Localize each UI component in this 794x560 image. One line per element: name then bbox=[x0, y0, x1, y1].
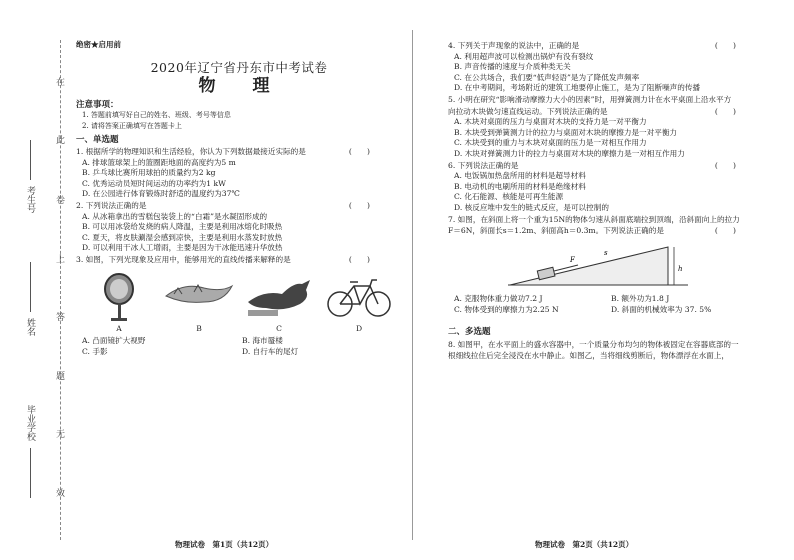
option: D. 可以利用干冰人工增雨，主要是因为干冰能迅速升华放热 bbox=[82, 243, 283, 253]
option: C. 手影 bbox=[82, 346, 108, 356]
option: A. 木块对桌面的压力与桌面对木块的支持力是一对平衡力 bbox=[454, 117, 647, 127]
binding-margin bbox=[0, 0, 70, 560]
subject-title: 物 理 bbox=[198, 76, 280, 97]
question-5-stem: 5. 小明在研究“影响滑动摩擦力大小的因素”时，用弹簧测力计在水平桌面上沿水平方 bbox=[448, 94, 732, 104]
option: A. 排球篮球架上的篮圈距地面的高度约为5 m bbox=[82, 157, 236, 167]
binding-char: 在 bbox=[56, 78, 66, 88]
question-stem: 6. 下列说法正确的是 bbox=[448, 160, 519, 170]
question-8-stem: 8. 如图甲，在水平面上的盛水容器中，一个质量分布均匀的物体被固定在容器底部的一 bbox=[448, 340, 739, 350]
option: B. 额外功为1.8 J bbox=[611, 294, 670, 304]
image-label: D bbox=[355, 323, 363, 333]
field-line bbox=[30, 262, 31, 312]
notice-item: 1. 答题前填写好自己的姓名、班级、考号等信息 bbox=[82, 111, 231, 120]
answer-paren: ( ) bbox=[714, 160, 736, 170]
option: B. 乒乓球比赛所用球拍的质量约为2 kg bbox=[82, 168, 216, 178]
left-column bbox=[76, 40, 402, 357]
field-label-school: 毕业学校 bbox=[25, 405, 35, 441]
option: A. 凸面镜扩大视野 bbox=[82, 336, 146, 346]
exam-title: 2020年辽宁省丹东市中考试卷 bbox=[150, 59, 328, 75]
question-4 bbox=[448, 41, 768, 52]
binding-char: 题 bbox=[56, 372, 66, 382]
field-line bbox=[30, 448, 31, 498]
option: A. 克服物体重力做功7.2 J bbox=[454, 294, 543, 304]
options-row bbox=[82, 336, 402, 347]
page-footer-right: 物理试卷 第2页（共12页） bbox=[535, 540, 634, 549]
mirage-icon bbox=[164, 272, 234, 322]
option: D. 自行车的尾灯 bbox=[242, 346, 299, 356]
page-footer-left: 物理试卷 第1页（共12页） bbox=[175, 540, 274, 549]
answer-paren: ( ) bbox=[714, 41, 736, 50]
question-8-stem-cont: 根细线拉住后完全浸没在水中静止。如图乙，当将细线剪断后，物体漂浮在水面上， bbox=[448, 350, 729, 360]
notice-item: 2. 请将答案正确填写在答题卡上 bbox=[82, 122, 182, 131]
option: D. 在中考期间，考场附近的建筑工地要停止施工，是为了阻断噪声的传播 bbox=[454, 83, 701, 93]
question-3-images bbox=[76, 272, 402, 335]
question-7 bbox=[448, 226, 768, 237]
height-label: h bbox=[678, 264, 683, 273]
image-a bbox=[84, 272, 154, 335]
answer-paren: ( ) bbox=[714, 106, 736, 116]
hand-shadow-icon bbox=[244, 272, 314, 322]
image-d bbox=[324, 272, 394, 335]
option: A. 利用超声波可以检测出锅炉有没有裂纹 bbox=[454, 51, 594, 61]
field-label-name: 姓名 bbox=[25, 318, 35, 336]
question-3 bbox=[76, 255, 402, 266]
secret-mark: 绝密★启用前 bbox=[76, 40, 121, 49]
options-row bbox=[82, 347, 402, 358]
question-stem-cont: F＝6N，斜面长s＝1.2m、斜面高h＝0.3m。下列说法正确的是 bbox=[448, 226, 664, 236]
incline-diagram bbox=[508, 241, 688, 289]
bicycle-icon bbox=[324, 272, 394, 322]
question-7-stem: 7. 如图，在斜面上将一个重为15N的物体匀速从斜面底端拉到顶端，沿斜面向上的拉力 bbox=[448, 214, 740, 224]
option: B. 可以用冰袋给发烧的病人降温，主要是利用冰熔化时吸热 bbox=[82, 222, 283, 232]
image-b bbox=[164, 272, 234, 335]
binding-char: 答 bbox=[56, 313, 66, 323]
question-1 bbox=[76, 147, 402, 158]
cut-line bbox=[60, 40, 61, 540]
question-stem: 1. 根据所学的物理知识和生活经验，你认为下列数据最接近实际的是 bbox=[76, 146, 306, 156]
question-stem-cont: 向拉动木块做匀速直线运动。下列说法正确的是 bbox=[448, 106, 608, 116]
option: C. 物体受到的摩擦力为2.25 N bbox=[454, 304, 559, 314]
section-heading: 二、多选题 bbox=[448, 327, 491, 338]
option: C. 优秀运动员短时间运动的功率约为1 kW bbox=[82, 178, 226, 188]
options-row bbox=[454, 305, 768, 316]
binding-char: 无 bbox=[56, 430, 66, 440]
answer-paren: ( ) bbox=[348, 200, 370, 210]
option: B. 电动机的电刷所用的材料是绝缘材料 bbox=[454, 181, 586, 191]
options-row bbox=[454, 294, 768, 305]
question-stem: 2. 下列说法正确的是 bbox=[76, 200, 147, 210]
answer-paren: ( ) bbox=[348, 254, 370, 264]
option: C. 木块受到的重力与木块对桌面的压力是一对相互作用力 bbox=[454, 138, 647, 148]
binding-char: 上 bbox=[56, 255, 66, 265]
option: B. 海市蜃楼 bbox=[242, 336, 283, 346]
binding-char: 效 bbox=[56, 489, 66, 499]
question-2 bbox=[76, 201, 402, 212]
image-c bbox=[244, 272, 314, 335]
option: C. 化石能源、核能是可再生能源 bbox=[454, 192, 564, 202]
option: C. 夏天，将皮肤涮湿会感到凉快，主要是利用水蒸发时放热 bbox=[82, 232, 283, 242]
question-stem: 3. 如图，下列光现象及应用中，能够用光的直线传播来解释的是 bbox=[76, 254, 291, 264]
option: D. 在公园进行体育锻炼时舒适的温度约为37℃ bbox=[82, 189, 240, 199]
binding-char: 此 bbox=[56, 136, 66, 146]
force-label: F bbox=[570, 255, 575, 264]
page-divider bbox=[412, 30, 413, 540]
option: B. 声音传播的速度与介质种类无关 bbox=[454, 62, 571, 72]
length-label: s bbox=[604, 248, 608, 257]
option: D. 核反应堆中发生的链式反应，是可以控制的 bbox=[454, 202, 609, 212]
notice-heading: 注意事项： bbox=[76, 99, 119, 110]
question-6 bbox=[448, 161, 768, 172]
option: C. 在公共场合，我们要“低声轻语”是为了降低发声频率 bbox=[454, 72, 640, 82]
right-column bbox=[448, 40, 768, 361]
image-label: B bbox=[196, 323, 202, 333]
convex-mirror-icon bbox=[99, 272, 139, 322]
option: D. 斜面的机械效率为 37. 5% bbox=[611, 304, 712, 314]
question-5 bbox=[448, 107, 768, 118]
binding-char: 卷 bbox=[56, 196, 66, 206]
option: D. 木块对弹簧测力计的拉力与桌面对木块的摩擦力是一对相互作用力 bbox=[454, 148, 685, 158]
section-heading: 一、单选题 bbox=[76, 135, 119, 146]
option: B. 木块受到弹簧测力计的拉力与桌面对木块的摩擦力是一对平衡力 bbox=[454, 127, 678, 137]
answer-paren: ( ) bbox=[348, 146, 370, 156]
option: A. 电饭锅加热盘所用的材料是超导材料 bbox=[454, 171, 586, 181]
option: A. 从冰箱拿出的雪糕包装袋上的“白霜”是水凝固形成的 bbox=[82, 211, 268, 221]
answer-paren: ( ) bbox=[714, 226, 736, 236]
image-label: A bbox=[116, 323, 122, 333]
field-line bbox=[30, 140, 31, 180]
field-label-exam-number: 考生号 bbox=[25, 186, 35, 213]
question-stem: 4. 下列关于声现象的说法中，正确的是 bbox=[448, 41, 580, 50]
image-label: C bbox=[276, 323, 282, 333]
